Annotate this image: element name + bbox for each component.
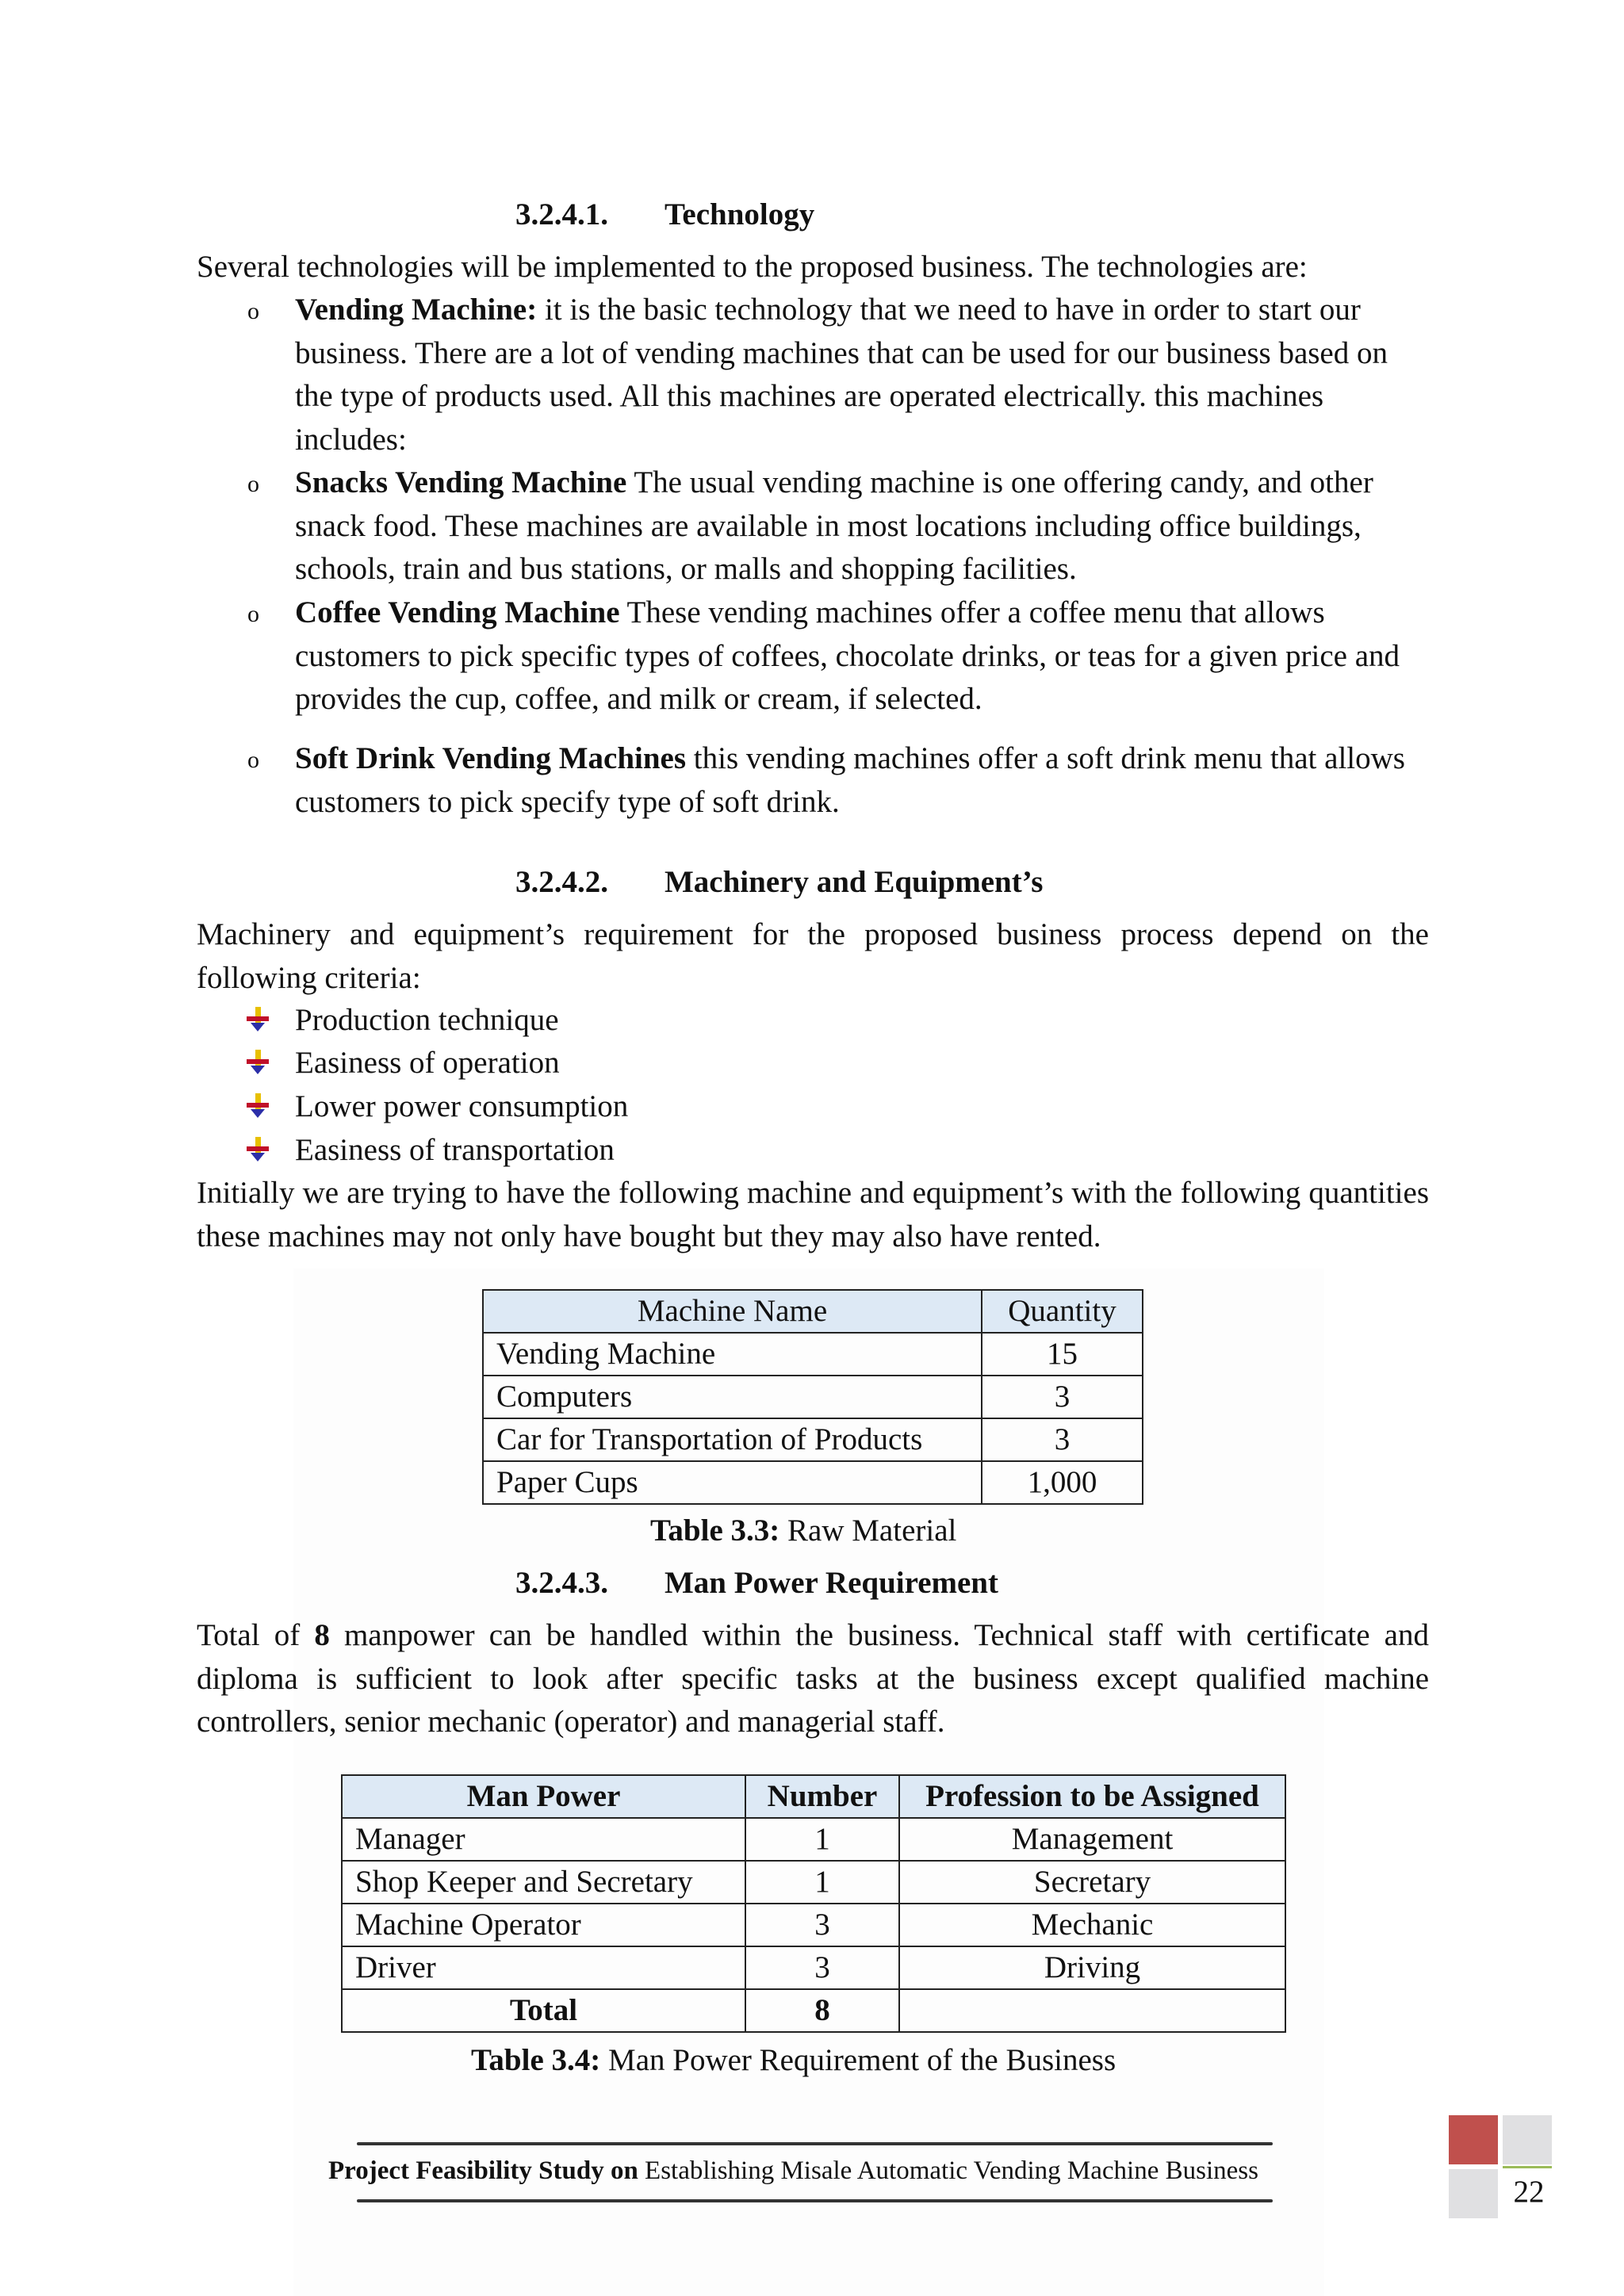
table-cell: 1,000 [982, 1461, 1143, 1504]
table-cell: 3 [982, 1418, 1143, 1461]
item-text: this vending machines offer a soft drink menu that allows customers to pick specify type of soft drink. [295, 741, 1405, 819]
criteria-item: Production technique [295, 1003, 559, 1037]
circle-bullet-icon: o [247, 298, 259, 324]
manpower-table [341, 1774, 1286, 2033]
section-heading-technology [515, 197, 814, 232]
table-header-row [483, 1290, 1143, 1333]
caption-text: Man Power Requirement of the Business [600, 2043, 1116, 2077]
criteria-item: Easiness of operation [295, 1046, 560, 1080]
caption-label: Table 3.4: [471, 2043, 601, 2077]
technology-intro: Several technologies will be implemented to the proposed business. The technologies are: [197, 250, 1308, 284]
table-cell: Manager [342, 1818, 745, 1861]
table-cell: 15 [982, 1333, 1143, 1376]
corner-block-grey [1449, 2169, 1498, 2218]
table-cell: Machine Operator [342, 1904, 745, 1946]
caption-label: Table 3.3: [650, 1513, 780, 1548]
table-row [483, 1461, 1143, 1504]
footer-label [328, 2156, 1258, 2186]
intro-count: 8 [314, 1618, 330, 1652]
item-term: Vending Machine: [295, 293, 538, 327]
column-header: Man Power [342, 1775, 745, 1818]
item-text: it is the basic technology that we need to have in order to start our business. There are a lot of vending machines that can be used for our business based on the type of products used. All this machines are operated electrically. this machines includes: [295, 293, 1388, 457]
page-number: 22 [1513, 2175, 1545, 2209]
table-row [342, 1818, 1285, 1861]
table-row [483, 1333, 1143, 1376]
table-cell: 3 [745, 1946, 899, 1989]
item-term: Snacks Vending Machine [295, 465, 627, 499]
table-caption [650, 1513, 956, 1548]
circle-bullet-icon: o [247, 747, 259, 773]
table-cell: 3 [982, 1376, 1143, 1418]
list-item [295, 461, 1431, 591]
total-value: 8 [745, 1989, 899, 2032]
caption-text: Raw Material [779, 1513, 957, 1548]
table-cell: Driver [342, 1946, 745, 1989]
list-item [295, 737, 1431, 824]
section-title: Machinery and Equipment’s [665, 865, 1044, 899]
table-cell: Management [899, 1818, 1285, 1861]
table-row [483, 1418, 1143, 1461]
footer-label-bold: Project Feasibility Study on [328, 2156, 638, 2185]
table-cell: Mechanic [899, 1904, 1285, 1946]
corner-block-red [1449, 2115, 1498, 2164]
criteria-item: Lower power consumption [295, 1089, 629, 1123]
footer-rule-bottom [357, 2199, 1273, 2202]
column-header: Quantity [982, 1290, 1143, 1333]
item-term: Coffee Vending Machine [295, 595, 620, 629]
table-cell: Shop Keeper and Secretary [342, 1861, 745, 1904]
table-cell: 1 [745, 1861, 899, 1904]
item-text: The usual vending machine is one offering candy, and other snack food. These machines are available in most locations including office buildings, schools, train and bus stations, or malls and shopping facilities. [295, 465, 1373, 586]
machinery-intro: Machinery and equipment’s requirement for the proposed business process depend on the following criteria: [197, 917, 1429, 995]
section-heading-manpower [515, 1565, 998, 1601]
criteria-item: Easiness of transportation [295, 1133, 615, 1167]
circle-bullet-icon: o [247, 601, 259, 627]
table-row [342, 1861, 1285, 1904]
manpower-intro [197, 1614, 1429, 1744]
table-cell: Secretary [899, 1861, 1285, 1904]
table-header-row [342, 1775, 1285, 1818]
arrow-bullet-icon [244, 1005, 271, 1032]
arrow-bullet-icon [244, 1048, 271, 1075]
machinery-outro: Initially we are trying to have the following machine and equipment’s with the following quantities these machines may not only have bought but they may also have rented. [197, 1176, 1429, 1253]
table-row [342, 1946, 1285, 1989]
corner-accent-line [1503, 2166, 1552, 2168]
footer-rule-top [357, 2142, 1273, 2145]
table-caption [471, 2042, 1116, 2078]
table-cell: 1 [745, 1818, 899, 1861]
list-item [295, 591, 1431, 721]
intro-text: Total of [197, 1618, 315, 1652]
table-row [483, 1376, 1143, 1418]
table-cell: Car for Transportation of Products [483, 1418, 982, 1461]
corner-block-grey [1503, 2115, 1552, 2164]
item-text: These vending machines offer a coffee menu that allows customers to pick specific types of coffees, chocolate drinks, or teas for a given price and provides the cup, coffee, and milk or cream, if selected. [295, 595, 1400, 716]
table-cell: Paper Cups [483, 1461, 982, 1504]
circle-bullet-icon: o [247, 471, 259, 497]
machine-table [482, 1289, 1143, 1505]
arrow-bullet-icon [244, 1135, 271, 1162]
column-header: Number [745, 1775, 899, 1818]
footer-label-rest: Establishing Misale Automatic Vending Machine Business [638, 2156, 1258, 2185]
table-cell: Computers [483, 1376, 982, 1418]
total-profession [899, 1989, 1285, 2032]
section-number: 3.2.4.1. [515, 197, 608, 232]
table-total-row [342, 1989, 1285, 2032]
total-label: Total [342, 1989, 745, 2032]
table-row [342, 1904, 1285, 1946]
section-number: 3.2.4.3. [515, 1566, 608, 1600]
arrow-bullet-icon [244, 1092, 271, 1119]
column-header: Profession to be Assigned [899, 1775, 1285, 1818]
intro-text: manpower can be handled within the business. Technical staff with certificate and diploma is sufficient to look after specific tasks at the business except qualified machine controllers, senior mechanic (operator) and managerial staff. [197, 1618, 1429, 1739]
section-heading-machinery [515, 864, 1043, 900]
column-header: Machine Name [483, 1290, 982, 1333]
list-item [295, 289, 1431, 461]
section-title: Man Power Requirement [665, 1566, 998, 1600]
section-number: 3.2.4.2. [515, 865, 608, 899]
section-title: Technology [665, 197, 815, 232]
table-cell: Vending Machine [483, 1333, 982, 1376]
table-cell: Driving [899, 1946, 1285, 1989]
table-cell: 3 [745, 1904, 899, 1946]
item-term: Soft Drink Vending Machines [295, 741, 687, 775]
